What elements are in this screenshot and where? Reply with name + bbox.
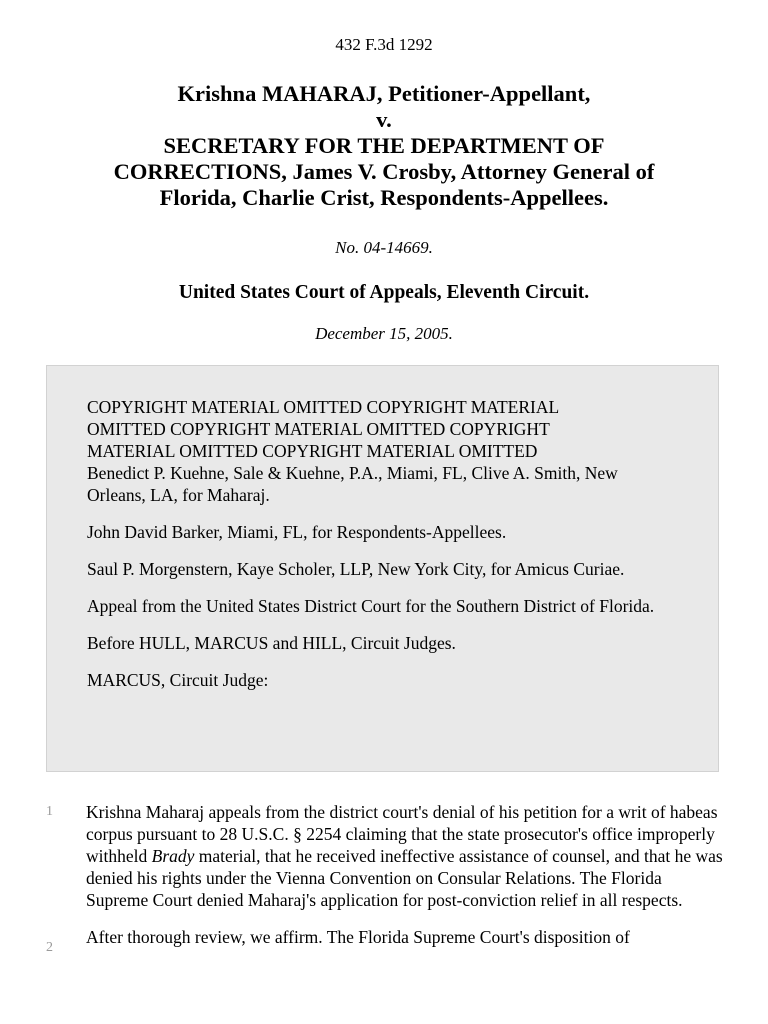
court-name: United States Court of Appeals, Eleventh Circuit.	[178, 282, 590, 303]
paragraph-text: After thorough review, we affirm. The Florida Supreme Court's disposition of	[86, 927, 630, 947]
appeal-origin: Appeal from the United States District Court for the Southern District of Florida.	[87, 596, 655, 616]
counsel-panel	[46, 365, 719, 772]
opinion-paragraph	[46, 801, 726, 911]
case-reference-italic: Brady	[151, 846, 195, 866]
opinion-body	[46, 801, 726, 963]
caption-versus: v.	[376, 107, 392, 132]
caption-appellee-line-1: SECRETARY FOR THE DEPARTMENT OF	[163, 133, 605, 158]
appellee-counsel: John David Barker, Miami, FL, for Respondents-Appellees.	[87, 522, 507, 542]
paragraph-text-part: material, that he received ineffective assistance of counsel, and that he was denied his rights under the Vienna Convention on Consular Relations. The Florida Supreme Court denied Maharaj's application for post-conviction relief in all respects.	[86, 846, 723, 910]
decision-date: December 15, 2005.	[315, 324, 453, 343]
caption-appellee-line-3: Florida, Charlie Crist, Respondents-Appellees.	[159, 185, 609, 210]
reporter-citation: 432 F.3d 1292	[335, 35, 433, 54]
opinion-author: MARCUS, Circuit Judge:	[87, 670, 269, 690]
opinion-paragraph	[46, 926, 726, 955]
docket-number: No. 04-14669.	[335, 238, 433, 257]
paragraph-text	[86, 802, 723, 910]
appellant-counsel: Benedict P. Kuehne, Sale & Kuehne, P.A., Miami, FL, Clive A. Smith, New Orleans, LA, for Maharaj.	[87, 463, 618, 505]
copyright-notice	[87, 396, 678, 506]
paragraph-number: 2	[46, 940, 53, 955]
copyright-line-2: OMITTED COPYRIGHT MATERIAL OMITTED COPYRIGHT	[87, 419, 550, 439]
copyright-line-3: MATERIAL OMITTED COPYRIGHT MATERIAL OMITTED	[87, 441, 538, 461]
copyright-line-1: COPYRIGHT MATERIAL OMITTED COPYRIGHT MATERIAL	[87, 397, 560, 417]
amicus-counsel: Saul P. Morgenstern, Kaye Scholer, LLP, New York City, for Amicus Curiae.	[87, 559, 625, 579]
judicial-panel: Before HULL, MARCUS and HILL, Circuit Judges.	[87, 633, 456, 653]
caption-appellee-line-2: CORRECTIONS, James V. Crosby, Attorney General of	[113, 159, 655, 184]
paragraph-number: 1	[46, 804, 53, 819]
caption-appellant: Krishna MAHARAJ, Petitioner-Appellant,	[177, 81, 591, 106]
case-caption	[60, 81, 708, 211]
paragraph-text-part: Krishna Maharaj appeals from the district court's denial of his petition for a writ of habeas corpus pursuant to 28 U.S.C. § 2254 claiming that the state prosecutor's office improperly withheld	[86, 802, 718, 866]
